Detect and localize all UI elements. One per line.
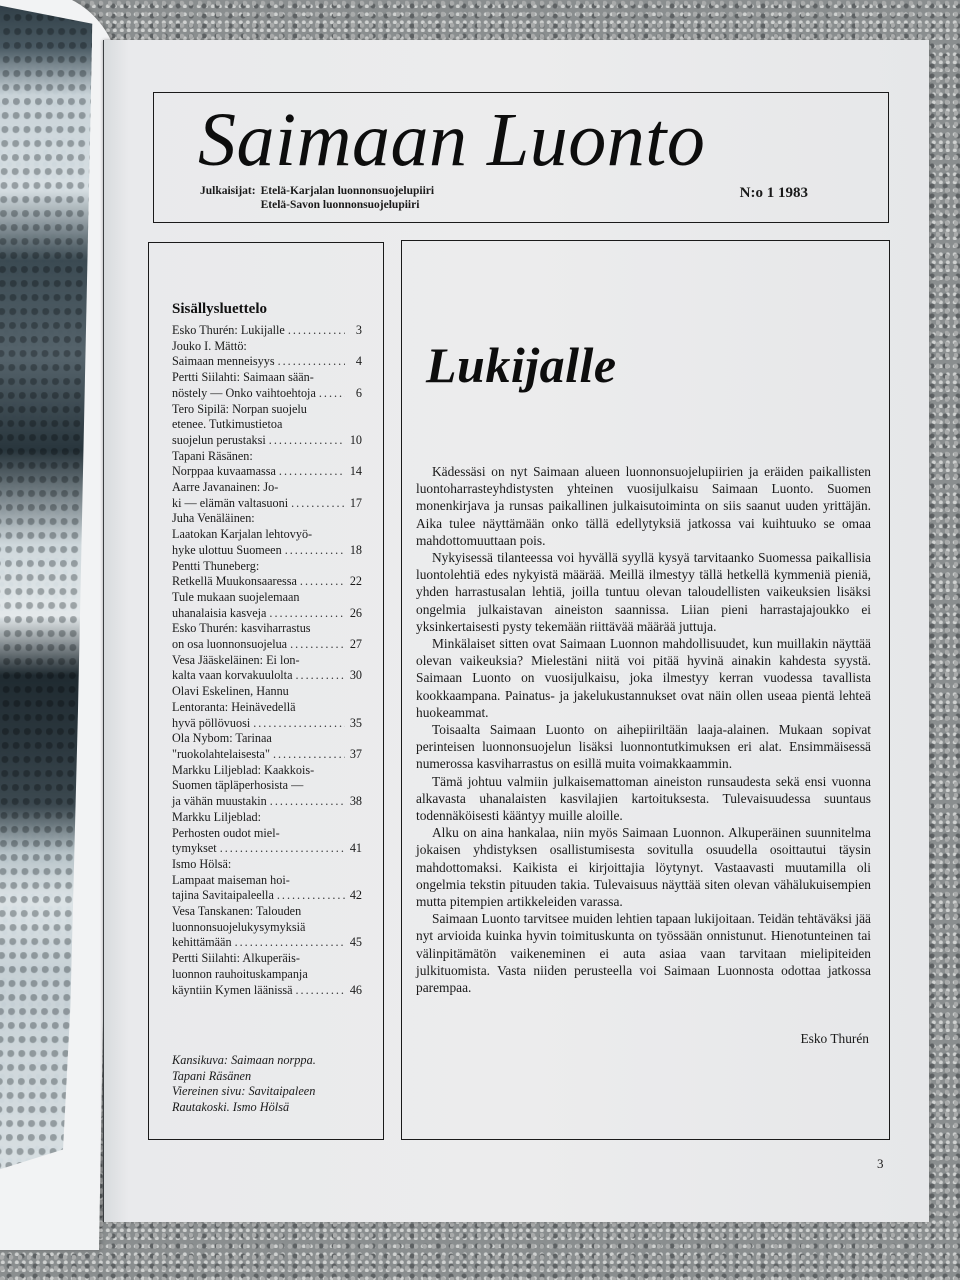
toc-entry-text: Markku Liljeblad:: [172, 809, 262, 824]
toc-entry: [172, 370, 362, 401]
dot-leader: [278, 354, 345, 370]
toc-entry-line: [172, 354, 362, 370]
toc-entry: [172, 621, 362, 652]
toc-entry-line: [172, 826, 362, 842]
toc-entry: [172, 763, 362, 810]
toc-entry: [172, 323, 362, 339]
publishers-label: Julkaisijat:: [200, 185, 256, 197]
toc-entry-line: [172, 904, 362, 920]
toc-entry-text: tymykset: [172, 841, 217, 856]
toc-entry-text: Vesa Tanskanen: Talouden: [172, 904, 302, 919]
toc-entry-text: uhanalaisia kasveja: [172, 605, 267, 620]
toc-entry-line: [172, 857, 362, 873]
toc-page-number: 30: [349, 668, 362, 683]
toc-entry-text: Juha Venäläinen:: [172, 511, 255, 526]
toc-entry-line: [172, 527, 362, 543]
credit-line: Kansikuva: Saimaan norppa.: [172, 1053, 316, 1067]
toc-entry-text: nöstely — Onko vaihtoehtoja: [172, 385, 316, 400]
toc-entry-text: Saimaan menneisyys: [172, 354, 275, 369]
toc-entry-text: Esko Thurén: Lukijalle: [172, 323, 285, 337]
toc-entry-line: [172, 920, 362, 936]
magazine-title: Saimaan Luonto: [198, 98, 706, 182]
toc-page-number: 46: [349, 982, 362, 997]
toc-entry-line: [172, 402, 362, 418]
dot-leader: [279, 464, 345, 480]
toc-entry-line: [172, 417, 362, 433]
toc-entry-text: Tule mukaan suojelemaan: [172, 589, 300, 604]
toc-entry-line: [172, 323, 362, 339]
toc-entry-line: [172, 668, 362, 684]
toc-entry-line: [172, 590, 362, 606]
toc-entry: [172, 402, 362, 449]
toc-entry-text: Tapani Räsänen:: [172, 448, 253, 463]
toc-entry-text: Olavi Eskelinen, Hannu: [172, 684, 289, 699]
toc-entry-text: käyntiin Kymen läänissä: [172, 982, 293, 997]
toc-entry: [172, 559, 362, 590]
toc-entry: [172, 653, 362, 684]
dot-leader: [269, 433, 345, 449]
toc-entry-line: [172, 496, 362, 512]
toc-entry-line: [172, 653, 362, 669]
toc-entry-text: Suomen täpläperhosista —: [172, 778, 304, 793]
toc-entry-text: Aarre Javanainen: Jo-: [172, 480, 279, 495]
toc-entry-line: [172, 778, 362, 794]
dot-leader: [285, 543, 345, 559]
toc-entry-line: [172, 511, 362, 527]
dot-leader: [270, 794, 345, 810]
toc-entry-line: [172, 951, 362, 967]
dot-leader: [295, 668, 345, 684]
toc-page-number: 10: [349, 432, 362, 447]
toc-entry-line: [172, 716, 362, 732]
toc-entry-text: Perhosten oudot miel-: [172, 825, 280, 840]
toc-entry-line: [172, 370, 362, 386]
toc-entry-text: kalta vaan korvakuulolta: [172, 668, 293, 683]
toc-entry-line: [172, 621, 362, 637]
toc-entry: [172, 449, 362, 480]
toc-entry: [172, 731, 362, 762]
toc-entry-text: ki — elämän valtasuoni: [172, 495, 289, 510]
dot-leader: [288, 323, 345, 339]
article-paragraph: Minkälaiset sitten ovat Saimaan Luonnon mahdollisuudet, kun muillakin näyttää olevan vaikeuksia? Mielestäni niitä voi pitää hyvinä ainakin kahdesta syystä. Saimaan Luonto on vuosijulkaisu, joka ilmestyy kerran vuodessa tavallista kookkaampana. Painatus- ja jakelukustannukset ovat näin ollen useaa pientä lehteä huokeammat.: [416, 636, 871, 720]
editorial-article: [401, 240, 890, 1140]
article-paragraph: Alku on aina hankalaa, niin myös Saimaan Luonnon. Alkuperäinen suunnitelma jokaisen yhdistyksen osallistumisesta sovitulla osuudella osoittautui täysin mahdottomaksi. Kaikista ei kirjoittajia löytynyt. Vastaavasti muutamilla oli ongelmia tekstin pituuden takia. Tulevaisuus näyttää siten olevan vähälukuisempien mutta pitempien artikkeleiden varassa.: [416, 825, 871, 910]
credit-line: Rautakoski. Ismo Hölsä: [172, 1099, 290, 1114]
toc-page-number: 27: [349, 637, 362, 652]
toc-entry-line: [172, 684, 362, 700]
toc-entry-line: [172, 480, 362, 496]
toc-page-number: 6: [355, 385, 362, 400]
toc-entry-text: on osa luonnonsuojelua: [172, 637, 288, 652]
toc-entry-line: [172, 873, 362, 889]
winter-river-photo: [0, 0, 93, 1185]
toc-entry-text: Norppaa kuvaamassa: [172, 464, 276, 479]
toc-page-number: 3: [355, 323, 362, 337]
toc-entry: [172, 511, 362, 558]
toc-entry-text: Jouko I. Mättö:: [172, 338, 247, 353]
toc-entry-line: [172, 449, 362, 465]
toc-entry-line: [172, 983, 362, 999]
toc-entry-text: Tero Sipilä: Norpan suojelu: [172, 401, 307, 416]
toc-entry: [172, 590, 362, 621]
toc-entry-line: [172, 433, 362, 449]
toc-entry-line: [172, 606, 362, 622]
toc-entry: [172, 480, 362, 511]
publishers: [200, 185, 434, 213]
toc-entry-line: [172, 731, 362, 747]
toc-entry-line: [172, 559, 362, 575]
toc-entry: [172, 951, 362, 998]
toc-page-number: 35: [349, 715, 362, 730]
toc-entry-text: tajina Savitaipaleella: [172, 888, 274, 903]
toc-page-number: 37: [349, 746, 362, 761]
toc-entry-line: [172, 810, 362, 826]
toc-page-number: 42: [349, 888, 362, 903]
toc-page-number: 4: [355, 354, 362, 369]
toc-entry: [172, 810, 362, 857]
toc-entry-text: kehittämään: [172, 935, 232, 950]
toc-entry-text: suojelun perustaksi: [172, 432, 266, 447]
toc-page-number: 22: [349, 574, 362, 589]
toc-entry-line: [172, 935, 362, 951]
toc-title: Sisällysluettelo: [172, 301, 268, 317]
toc-entry-line: [172, 386, 362, 402]
toc-entry-text: Pertti Siilahti: Alkuperäis-: [172, 951, 300, 966]
toc-entry-text: Lampaat maiseman hoi-: [172, 872, 290, 887]
toc-entry-text: hyvä pöllövuosi: [172, 715, 251, 730]
toc-entry-text: Retkellä Muukonsaaressa: [172, 574, 297, 589]
dot-leader: [269, 606, 345, 622]
photo-credits: [172, 1053, 316, 1115]
toc-entry-text: luonnonsuojelukysymyksiä: [172, 919, 306, 934]
toc-entry-line: [172, 747, 362, 763]
toc-page-number: 45: [349, 935, 362, 950]
toc-entry-text: Esko Thurén: kasviharrastus: [172, 621, 311, 636]
article-paragraph: Kädessäsi on nyt Saimaan alueen luonnonsuojelupiirien ja eräiden paikallisten luontoharrasteyhdistysten yhteinen vuosijulkaisu Saimaan Luonto. Suomen monenkirjava ja runsas paikallinen julkaisutoiminta on siis saanut uuden yrittäjän. Aika tulee näyttämään onko tällä edellytyksiä jatkossa vai kuihtuuko se omaa mahdottomuuttaan pois.: [416, 464, 871, 548]
article-paragraph: Toisaalta Saimaan Luonto on aihepiiriltään laaja-alainen. Mukaan sopivat perinteisen luonnonsuojelun lisäksi luonnontutkimuksen eri alat. Ensimmäisessä numerossa kasviharrastus on esillä muita voimakkaammin.: [416, 722, 871, 772]
dot-leader: [300, 574, 345, 590]
toc-entry-line: [172, 700, 362, 716]
toc-entry-text: Lentoranta: Heinävedellä: [172, 699, 296, 714]
masthead: [153, 92, 889, 223]
dot-leader: [290, 637, 345, 653]
toc-entry-line: [172, 637, 362, 653]
toc-page-number: 38: [349, 794, 362, 809]
toc-page-number: 18: [349, 542, 362, 557]
toc-entry-text: hyke ulottuu Suomeen: [172, 542, 282, 557]
toc-entry-text: etenee. Tutkimustietoa: [172, 417, 283, 432]
article-paragraph: Tämä johtuu valmiin julkaisemattoman aineiston runsaudesta sekä ensi vuonna alkavasta uhanalaisten kasvilajien kartoituksesta. Tulevaisuudessa suuntaus todennäköisesti kääntyy muille aloille.: [416, 773, 871, 824]
article-title: Lukijalle: [426, 337, 617, 393]
toc-entry-text: Pertti Siilahti: Saimaan sään-: [172, 370, 314, 385]
toc-entry-line: [172, 967, 362, 983]
credit-line: Tapani Räsänen: [172, 1068, 252, 1083]
toc-page-number: 17: [349, 495, 362, 510]
toc-page-number: 26: [349, 605, 362, 620]
toc-entry-text: Pentti Thuneberg:: [172, 558, 260, 573]
toc-page-number: 41: [349, 841, 362, 856]
toc-entry-text: ja vähän muustakin: [172, 794, 267, 809]
toc-entry-text: Ola Nybom: Tarinaa: [172, 731, 272, 746]
toc-page-number: 14: [349, 464, 362, 479]
page-number: 3: [877, 1156, 884, 1171]
toc-entry: [172, 339, 362, 370]
issue-number: N:o 1 1983: [739, 185, 808, 201]
toc-entry: [172, 684, 362, 731]
toc-entry-line: [172, 574, 362, 590]
toc-entry-text: "ruokolahtelaisesta": [172, 746, 270, 761]
dot-leader: [235, 935, 345, 951]
toc-entry: [172, 904, 362, 951]
toc-entry-line: [172, 339, 362, 355]
toc-entry-text: Ismo Hölsä:: [172, 856, 232, 871]
toc-entry-line: [172, 841, 362, 857]
table-of-contents: [148, 242, 384, 1140]
toc-entry: [172, 857, 362, 904]
dot-leader: [296, 983, 346, 999]
publisher-2: Etelä-Savon luonnonsuojelupiiri: [260, 198, 420, 211]
dot-leader: [291, 496, 345, 512]
article-body: [416, 463, 871, 996]
publisher-1: Etelä-Karjalan luonnonsuojelupiiri: [260, 185, 435, 197]
magazine-page: [103, 40, 929, 1222]
article-paragraph: Saimaan Luonto tarvitsee muiden lehtien tapaan lukijoitaan. Teidän tehtäväksi jää nyt arvioida kuinka hyvin toimituskunta on työssään onnistunut. Hienotunteinen tai välinpitämätön vaikeneminen ei auta asiaa vaan tarvitaan mielipiteiden julkituomista. Vasta niiden perusteella voi Saimaan Luonnosta odottaa jatkossa parempaa.: [416, 911, 871, 996]
toc-entry-line: [172, 763, 362, 779]
credit-line: Viereinen sivu: Savitaipaleen: [172, 1084, 316, 1099]
dot-leader: [220, 841, 345, 857]
dot-leader: [319, 386, 345, 402]
toc-entry-line: [172, 543, 362, 559]
toc-entry-line: [172, 888, 362, 904]
dot-leader: [253, 716, 345, 732]
toc-entry-line: [172, 464, 362, 480]
article-signature: Esko Thurén: [800, 1031, 869, 1046]
article-paragraph: Nykyisessä tilanteessa voi hyvällä syyllä kysyä tarvitaanko Suomessa paikallisia luontolehtiä edes nykyistä määrää. Meillä ilmestyy tällä hetkellä kymmeniä pieniä, yhden harrastusalan lehtiä, joilla tuntuu olevan taloudellisten vaikeuksien lisäksi ongelmia julkaistavan aineiston saannissa. Liian pieni harrastajajoukko ei yksinkertaisesti pysty tekemään riittävää määrää juttuja.: [416, 550, 871, 634]
dot-leader: [273, 747, 345, 763]
toc-entry-text: Laatokan Karjalan lehtovyö-: [172, 527, 313, 542]
toc-entry-text: luonnon rauhoituskampanja: [172, 966, 308, 981]
dot-leader: [277, 888, 345, 904]
toc-list: [172, 323, 362, 998]
toc-entry-text: Vesa Jääskeläinen: Ei lon-: [172, 652, 300, 667]
toc-entry-line: [172, 794, 362, 810]
toc-entry-text: Markku Liljeblad: Kaakkois-: [172, 762, 315, 777]
